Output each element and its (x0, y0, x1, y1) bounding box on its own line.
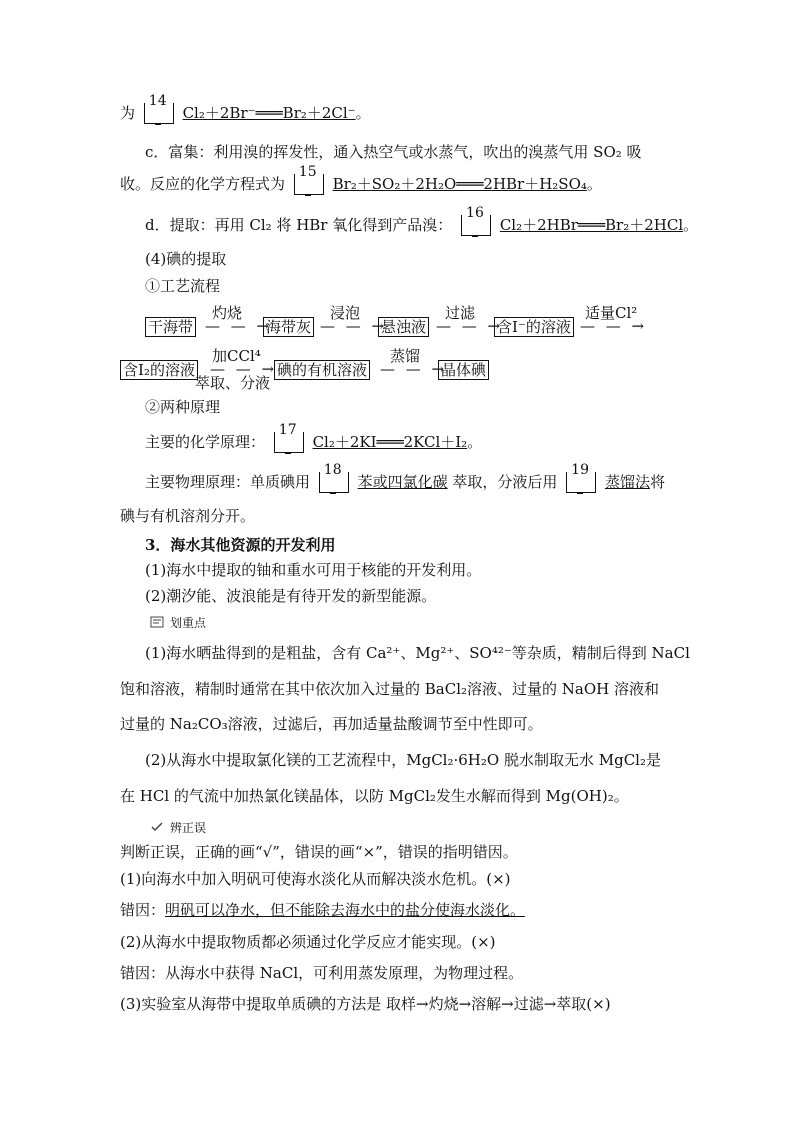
blank-box-19 (566, 462, 596, 493)
flow-label-extract: 萃取、分液 (195, 374, 271, 392)
section3-item-2: (2)潮汐能、波浪能是有待开发的新型能源。 (145, 587, 437, 605)
key-point-2-line2: 在 HCl 的气流中加热氯化镁晶体，以防 MgCl₂发生水解而得到 Mg(OH)₂。 (120, 787, 629, 805)
principles-title: ②两种原理 (145, 398, 221, 416)
correct-title: 辨正误 (170, 821, 207, 835)
key-points-header (150, 613, 206, 633)
answer-19: 蒸馏法 (604, 473, 650, 491)
equation-line-14 (120, 93, 371, 124)
correct-header (150, 818, 206, 838)
phys-end: 将 (649, 473, 665, 491)
flow-label-cl2: 适量Cl² (585, 304, 638, 322)
paragraph-c-line2 (120, 164, 602, 195)
answer-15: Br₂＋SO₂＋2H₂O═══2HBr＋H₂SO₄ (332, 175, 587, 193)
chem-label: 主要的化学原理： (145, 433, 266, 451)
check-icon (150, 821, 164, 833)
error-2: 错因：从海水中获得 NaCl，可利用蒸发原理，为物理过程。 (120, 964, 524, 982)
flow-box-i2-solution: 含I₂的溶液 (120, 360, 198, 380)
blank-box-14 (144, 93, 174, 124)
suffix: 。 (467, 433, 483, 451)
question-1: (1)向海水中加入明矾可使海水淡化从而解决淡水危机。(×) (120, 870, 511, 888)
flow-arrow: — — → (320, 317, 388, 335)
question-3: (3)实验室从海带中提取单质碘的方法是 取样→灼烧→溶解→过滤→萃取(×) (120, 995, 611, 1013)
answer-14: Cl₂＋2Br⁻═══Br₂＋2Cl⁻ (182, 104, 356, 122)
flow-arrow: — — → (205, 317, 273, 335)
paragraph-c-line1: c．富集：利用溴的挥发性，通入热空气或水蒸气，吹出的溴蒸气用 SO₂ 吸 (145, 143, 642, 161)
phys-mid: 萃取，分液后用 (452, 473, 558, 491)
key-point-1-line3: 过量的 Na₂CO₃溶液，过滤后，再加适量盐酸调节至中性即可。 (120, 715, 543, 733)
blank-number: 16 (466, 205, 484, 221)
section3-item-1: (1)海水中提取的铀和重水可用于核能的开发利用。 (145, 561, 482, 579)
answer-16: Cl₂＋2HBr═══Br₂＋2HCl (499, 216, 684, 234)
flow-arrow: — — → (580, 317, 648, 335)
flow-arrow: — — → (380, 360, 448, 378)
flow-label-soak: 浸泡 (330, 304, 361, 322)
blank-box-18 (319, 462, 349, 493)
phys-principle (145, 462, 665, 493)
error-1 (120, 900, 525, 920)
flow-box-dry-kelp: 干海带 (145, 317, 196, 337)
paragraph-d (145, 205, 699, 236)
blank-number: 18 (323, 462, 342, 478)
flow-box-kelp-ash: 海带灰 (263, 317, 314, 337)
phys-label: 主要物理原理：单质碘用 (145, 473, 311, 491)
iodine-heading: (4)碘的提取 (145, 250, 227, 268)
flow-box-iodide-solution: 含I⁻的溶液 (494, 317, 574, 337)
key-point-2-line1: (2)从海水中提取氯化镁的工艺流程中，MgCl₂·6H₂O 脱水制取无水 MgCl₂是 (145, 751, 661, 769)
flow-box-organic-solution: 碘的有机溶液 (274, 360, 370, 380)
section3-heading: 3．海水其他资源的开发利用 (145, 536, 336, 554)
suffix: 。 (683, 216, 699, 234)
flow-arrow: — — → (436, 317, 504, 335)
error-1-reason: 明矾可以净水，但不能除去海水中的盐分使海水淡化。 (165, 901, 526, 919)
key-point-1-line2: 饱和溶液，精制时通常在其中依次加入过量的 BaCl₂溶液、过量的 NaOH 溶液和 (120, 680, 660, 698)
flow-arrow: — — → (210, 360, 278, 378)
suffix: 。 (355, 104, 371, 122)
correct-intro: 判断正误，正确的画“√”，错误的画“×”，错误的指明错因。 (120, 843, 518, 861)
answer-18: 苯或四氯化碳 (357, 473, 448, 491)
blank-number: 17 (278, 422, 297, 438)
flow-label-distill: 蒸馏 (390, 347, 421, 365)
answer-17: Cl₂＋2KI═══2KCl＋I₂ (312, 433, 468, 451)
error-label: 错因： (120, 901, 166, 919)
blank-number: 14 (148, 93, 167, 109)
flow-box-crystal-iodine: 晶体碘 (438, 360, 489, 380)
flow-label-ccl4: 加CCl⁴ (212, 347, 261, 365)
chem-principle (145, 422, 483, 453)
question-2: (2)从海水中提取物质都必须通过化学反应才能实现。(×) (120, 933, 496, 951)
blank-number: 15 (298, 164, 317, 180)
blank-box-17 (274, 422, 304, 453)
key-point-1-line1: (1)海水晒盐得到的是粗盐，含有 Ca²⁺、Mg²⁺、SO⁴²⁻等杂质，精制后得到 NaCl (145, 644, 690, 662)
blank-box-15 (294, 164, 324, 195)
d-text: d．提取：再用 Cl₂ 将 HBr 氧化得到产品溴： (145, 216, 453, 234)
note-icon (150, 616, 164, 628)
blank-box-16 (461, 205, 491, 236)
phys-line2: 碘与有机溶剂分开。 (120, 507, 256, 525)
prefix-text: 为 (120, 104, 136, 122)
suffix: 。 (586, 175, 602, 193)
flow-box-suspension: 悬浊液 (378, 317, 429, 337)
c-text: 收。反应的化学方程式为 (120, 175, 286, 193)
process-title: ①工艺流程 (145, 277, 221, 295)
blank-number: 19 (571, 462, 589, 478)
flow-label-burn: 灼烧 (212, 304, 243, 322)
key-points-title: 划重点 (170, 616, 207, 630)
flow-label-filter: 过滤 (445, 304, 476, 322)
